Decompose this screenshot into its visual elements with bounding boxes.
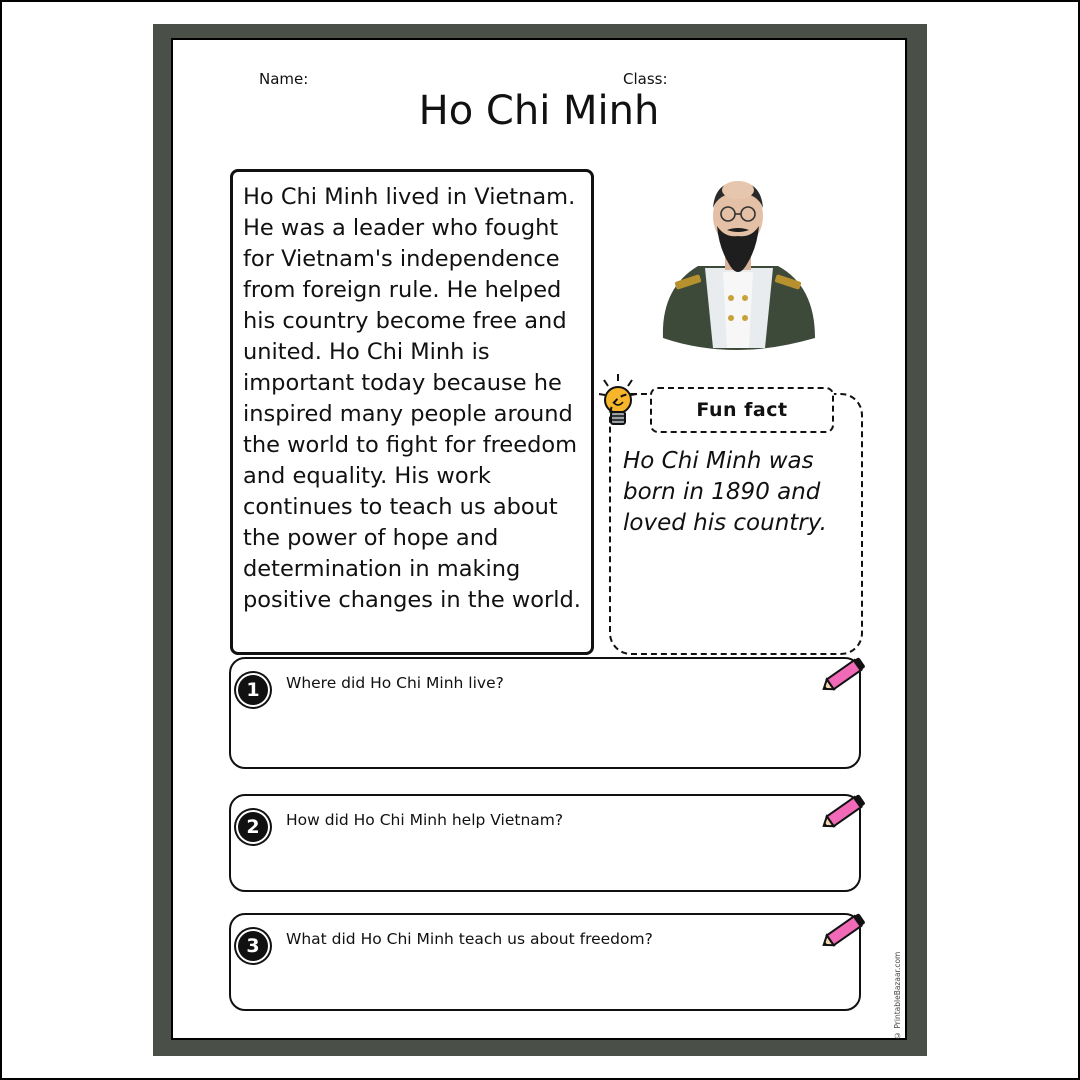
fun-fact-label: Fun fact xyxy=(650,387,834,433)
question-text-3: What did Ho Chi Minh teach us about freedom? xyxy=(286,930,653,948)
class-label: Class: xyxy=(623,70,668,88)
question-number-3: 3 xyxy=(238,931,268,961)
reading-passage: Ho Chi Minh lived in Vietnam. He was a leader who fought for Vietnam's independence from foreign rule. He helped his country become free and united. Ho Chi Minh is important today because he inspired many people around the world to fight for freedom and equality. His work continues to teach us about the power of hope and determination in making positive changes in the world. xyxy=(230,169,594,655)
worksheet xyxy=(171,38,907,1040)
question-box-1[interactable] xyxy=(229,657,861,769)
pencil-icon xyxy=(819,651,871,697)
pencil-icon xyxy=(819,907,871,953)
name-label: Name: xyxy=(259,70,309,88)
question-number-1: 1 xyxy=(238,675,268,705)
worksheet-frame xyxy=(153,24,927,1056)
fun-fact-text: Ho Chi Minh was born in 1890 and loved his country. xyxy=(623,448,827,536)
question-number-2: 2 xyxy=(238,812,268,842)
pencil-icon xyxy=(819,788,871,834)
portrait-illustration xyxy=(653,168,823,350)
question-box-3[interactable] xyxy=(229,913,861,1011)
page-title: Ho Chi Minh xyxy=(418,88,660,134)
copyright-text: © PrintableBazaar.com xyxy=(893,951,902,1040)
question-text-1: Where did Ho Chi Minh live? xyxy=(286,674,504,692)
question-box-2[interactable] xyxy=(229,794,861,892)
question-text-2: How did Ho Chi Minh help Vietnam? xyxy=(286,811,564,829)
